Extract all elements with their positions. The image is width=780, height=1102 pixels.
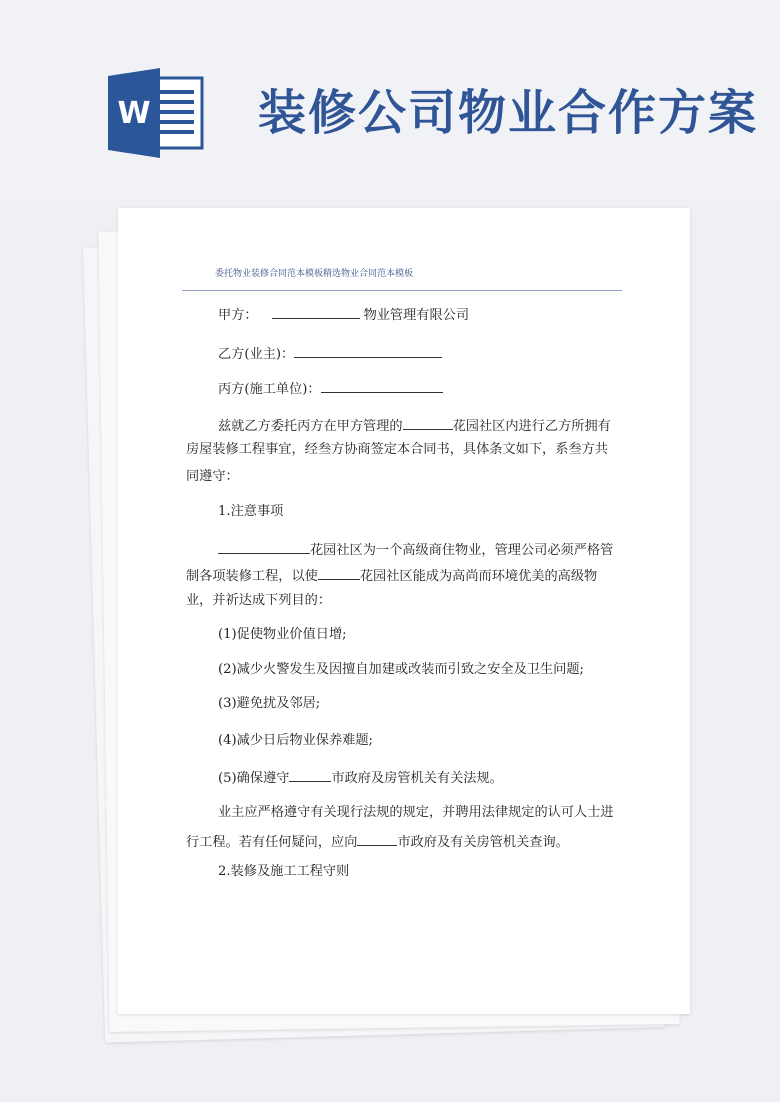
party-c-label: 丙方(施工单位)： — [218, 382, 321, 397]
intro-paragraph-line-3: 同遵守： — [186, 469, 239, 484]
community-blank — [318, 567, 360, 580]
city-blank — [289, 769, 331, 782]
page-title: 装修公司物业合作方案 — [258, 85, 759, 141]
list-item-text: 市政府及房管机关有关法规。 — [331, 771, 503, 786]
party-a-blank — [272, 306, 360, 319]
party-b-line — [218, 345, 442, 361]
party-b-blank — [294, 345, 442, 358]
party-c-blank — [321, 380, 443, 393]
list-item — [218, 769, 503, 785]
section-1-text: 行工程。若有任何疑问，应向 — [186, 835, 358, 850]
section-1-paragraph-2-line-1: 业主应严格遵守有关现行法规的规定，并聘用法律规定的认可人士进 — [218, 805, 614, 820]
party-a-line — [218, 306, 469, 322]
intro-paragraph-line-2: 房屋装修工程事宜，经叁方协商签定本合同书，具体条文如下，系叁方共 — [186, 442, 608, 457]
section-1-text: 制各项装修工程，以使 — [186, 569, 318, 584]
party-a-suffix: 物业管理有限公司 — [363, 308, 470, 323]
community-blank — [218, 541, 310, 554]
party-c-line — [218, 380, 443, 396]
section-1-paragraph-line-1 — [218, 541, 613, 557]
intro-paragraph-line-1 — [218, 417, 611, 433]
document-page — [118, 208, 690, 1014]
list-item: (3)避免扰及邻居; — [218, 696, 321, 711]
intro-blank — [403, 417, 453, 430]
intro-text: 花园社区内进行乙方所拥有 — [452, 419, 611, 434]
section-1-paragraph-line-3: 业，并祈达成下列目的： — [186, 593, 332, 608]
party-b-label: 乙方(业主)： — [218, 347, 295, 362]
list-item-text: (5)确保遵守 — [218, 771, 290, 786]
word-logo-letter: W — [117, 96, 151, 131]
section-1-paragraph-line-2 — [186, 567, 597, 583]
section-1-text: 花园社区能成为高尚而环境优美的高级物 — [359, 569, 598, 584]
city-blank — [357, 833, 397, 846]
header-divider — [182, 290, 622, 291]
section-1-title: 1.注意事项 — [218, 504, 284, 519]
list-item: (2)减少火警发生及因擅自加建或改装而引致之安全及卫生问题; — [218, 662, 584, 677]
banner — [0, 0, 780, 200]
party-a-label: 甲方： — [218, 308, 258, 323]
document-running-header: 委托物业装修合同范本模板精选物业合同范本模板 — [215, 269, 414, 279]
list-item: (4)减少日后物业保养难题; — [218, 733, 373, 748]
list-item: (1)促使物业价值日增; — [218, 627, 347, 642]
section-1-text: 花园社区为一个高级商住物业，管理公司必须严格管 — [310, 543, 614, 558]
section-2-title: 2.装修及施工工程守则 — [218, 864, 350, 879]
section-1-text: 市政府及有关房管机关查询。 — [397, 835, 569, 850]
word-logo-icon — [108, 68, 206, 158]
section-1-paragraph-2-line-2 — [186, 833, 569, 849]
intro-text: 兹就乙方委托丙方在甲方管理的 — [218, 419, 403, 434]
